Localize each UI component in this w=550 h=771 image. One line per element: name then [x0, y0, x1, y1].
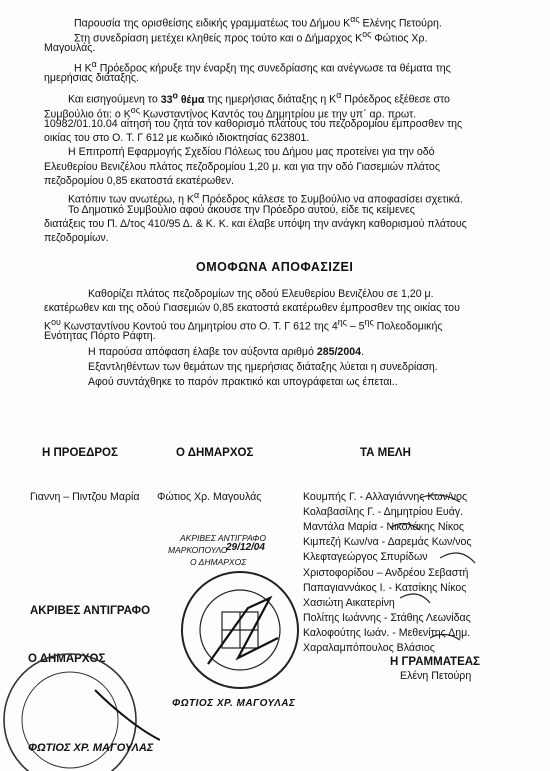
intro-line: ημερήσιας διάταξης.: [44, 72, 139, 84]
decision-line: Ενότητας Πόρτο Ράφτη.: [44, 330, 156, 342]
body-line: Ελευθερίου Βενιζέλου πλάτος πεζοδρομίου 1,20 μ. και για την οδό Γιασεμιών πλάτος: [44, 161, 440, 173]
decision-line: Εξαντληθέντων των θεμάτων της ημερήσιας διάταξης λύεται η συνεδρίαση.: [88, 361, 438, 373]
body-line: Κατόπιν των ανωτέρω, η $K^\alpha$ Πρόεδρος κάλεσε το Συμβούλιο να αποφασίσει σχετικά.: [68, 190, 463, 206]
body-line: 10982/01.10.04 αίτησή του ζητά τον καθορισμό πλάτους του πεζοδρομίου έμπροσθεν της: [44, 118, 463, 130]
stamp-line: ΜΑΡΚΟΠΟΥΛΟ: [168, 545, 228, 555]
body-line: διατάξεις του Π. Δ/τος 410/95 Δ. & Κ. Κ. και έλαβε υπόψη την ανάγκη καθορισμού πλάτους: [44, 218, 467, 230]
decision-line: Η παρούσα απόφαση έλαβε τον αύξοντα αριθμό 285/2004.: [88, 346, 364, 358]
decision-line: $K^{o\upsilon}$ Κωνσταντίνου Κοντού του Δημητρίου στο Ο. Τ. Γ 612 της $4^{\eta\varsigma} - 5^{\eta\varsigma}$ Πολεοδομικής: [44, 317, 443, 333]
president-title: Η ΠΡΟΕΔΡΟΣ: [42, 447, 118, 459]
body-line: πεζοδρομίου 0,85 εκατοστά εκατέρωθεν.: [44, 175, 235, 187]
decision-line: Αφού συντάχθηκε το παρόν πρακτικό και υπογράφεται ως έπεται..: [88, 376, 398, 388]
body-line: Η Επιτροπή Εφαρμογής Σχεδίου Πόλεως του Δήμου μας προτείνει για την οδό: [68, 146, 435, 158]
stamp-line: ΑΚΡΙΒΕΣ ΑΝΤΙΓΡΑΦΟ: [180, 533, 267, 543]
body-line: οικίας του στο Ο. Τ. Γ 612 με κωδικό ιδιοκτησίας 623801.: [44, 132, 310, 144]
body-line: Το Δημοτικό Συμβούλιο αφού άκουσε την Πρόεδρο αυτού, είδε τις κείμενες: [68, 204, 415, 216]
body-line: πεζοδρομίων.: [44, 232, 109, 244]
decision-line: Καθορίζει πλάτος πεζοδρομίων της οδού Ελευθερίου Βενιζέλου σε 1,20 μ.: [88, 288, 434, 300]
certified-copy-title: ΑΚΡΙΒΕΣ ΑΝΤΙΓΡΑΦΟ: [30, 605, 151, 617]
stamp-line: Ο ΔΗΜΑΡΧΟΣ: [190, 557, 247, 567]
member-line: Κλεφταγεώργος Σπυρίδων: [303, 551, 428, 563]
intro-line: Παρουσία της ορισθείσης ειδικής γραμματέως του Δήμου $K^{\alpha\varsigma}$ Ελένης Πετούρη.: [74, 14, 442, 30]
mayor-title: Ο ΔΗΜΑΡΧΟΣ: [176, 447, 254, 459]
copy-mayor-title: Ο ΔΗΜΑΡΧΟΣ: [28, 653, 106, 665]
stamp-date: 29/12/04: [226, 542, 265, 553]
member-line: Χριστοφορίδου – Ανδρέου Σεβαστή: [303, 567, 469, 579]
member-line: Παπαγιαννάκος Ι. - Κατσίκης Νίκος: [303, 582, 467, 594]
member-line: Χασιώτη Αικατερίνη: [303, 597, 395, 609]
member-line: Κολαβασίλης Γ. - Δημητρίου Ευάγ.: [303, 506, 464, 518]
member-line: Κουμπής Γ. - Αλλαγιάννης Κων/νος: [303, 491, 468, 503]
member-line: Καλοφούτης Ιωάν. - Μεθενίτης Δημ.: [303, 627, 471, 639]
intro-line: Στη συνεδρίαση μετέχει κληθείς προς τούτο και ο Δήμαρχος $K^{o\varsigma}$ Φώτιος Χρ.: [74, 29, 428, 45]
president-name: Γιαννη – Πιντζου Μαρία: [30, 491, 140, 503]
signature-scribbles: [300, 488, 510, 658]
secretary-name: Ελένη Πετούρη: [400, 670, 472, 682]
member-line: Μαντάλα Μαρία - Νικολάκης Νίκος: [303, 521, 465, 533]
members-title: ΤΑ ΜΕΛΗ: [360, 447, 411, 459]
intro-line: Μαγουλάς.: [44, 42, 96, 54]
decision-line: εκατέρωθεν και της οδού Γιασεμιών 0,85 εκατοστά εκατέρωθεν έμπροσθεν της οικίας του: [44, 302, 460, 314]
member-line: Πολίτης Ιωάννης - Στάθης Λεωνίδας: [303, 612, 471, 624]
mayor-name: Φώτιος Χρ. Μαγουλάς: [157, 491, 262, 503]
mayor-name-bottom: ΦΩΤΙΟΣ ΧΡ. ΜΑΓΟΥΛΑΣ: [28, 742, 154, 754]
secretary-title: Η ΓΡΑΜΜΑΤΕΑΣ: [390, 656, 480, 668]
member-line: Χαραλαμπόπουλος Βλάσιος: [303, 642, 435, 654]
mayor-name-stamp: ΦΩΤΙΟΣ ΧΡ. ΜΑΓΟΥΛΑΣ: [172, 698, 296, 709]
body-line: Συμβούλιο ότι: ο $K^{o\varsigma}$ Κωνσταντίνος Καντός του Δημητρίου με την υπ΄ αρ. πρωτ.: [44, 105, 417, 121]
decision-heading: ΟΜΟΦΩΝΑ ΑΠΟΦΑΣΙΖΕΙ: [196, 260, 354, 274]
municipal-seal: [178, 568, 302, 692]
member-line: Κιμπεζή Κων/να - Δαρεμάς Κων/νος: [303, 536, 472, 548]
intro-line: Η $K^\alpha$ Πρόεδρος κήρυξε την έναρξη της συνεδρίασης και ανέγνωσε τα θέματα της: [74, 59, 451, 75]
body-line: Και εισηγούμενη το $33^o$ θέμα της ημερήσιας διάταξης η $K^\alpha$ Πρόεδρος εξέθεσε στο: [68, 90, 450, 106]
